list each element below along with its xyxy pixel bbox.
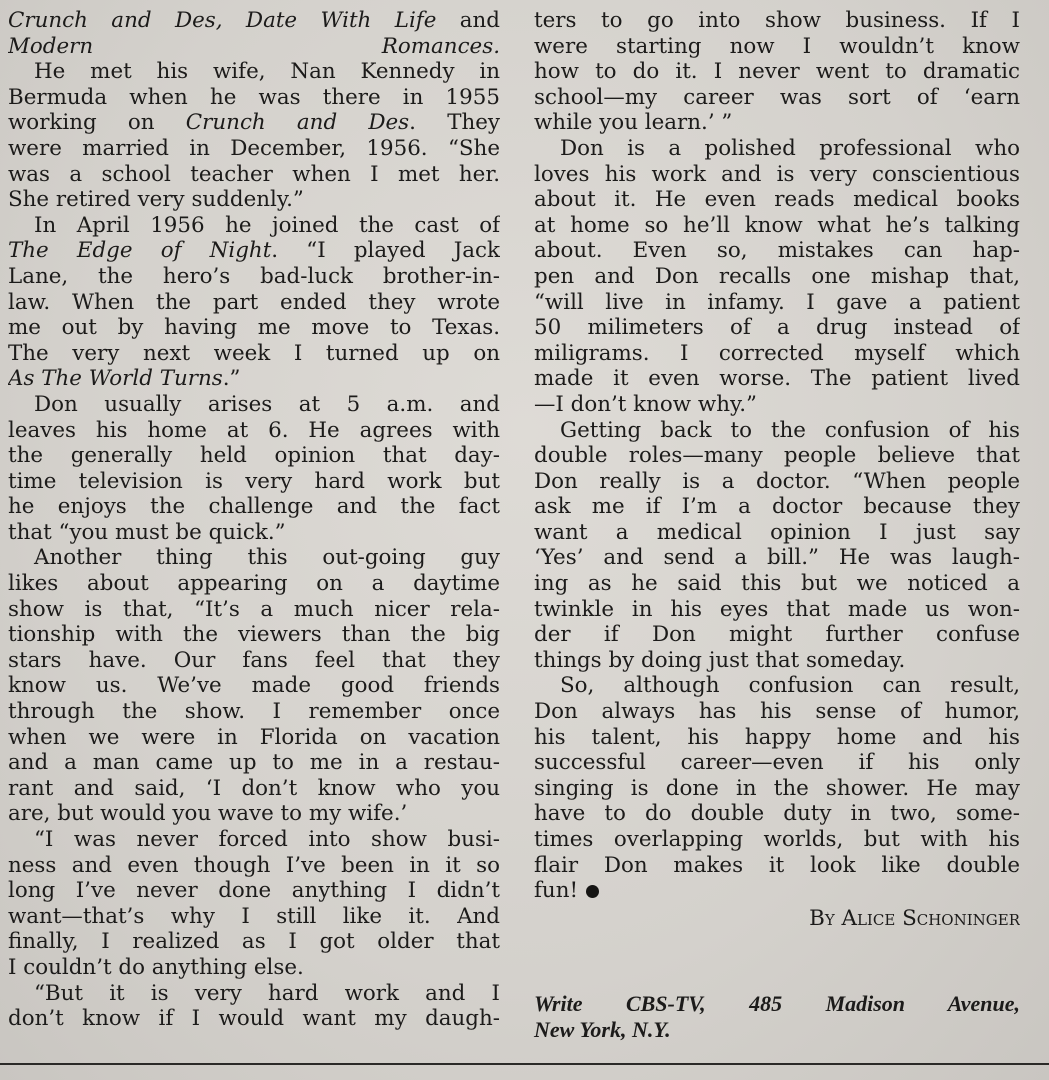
- left-line: rant and said, ‘I don’t know who you: [8, 775, 500, 801]
- left-line: was a school teacher when I met her.: [8, 161, 500, 187]
- right-line: how to do it. I never went to dramatic: [534, 59, 1020, 85]
- author-byline: By Alice Schoninger: [809, 905, 1020, 931]
- right-line: singing is done in the shower. He may: [534, 775, 1020, 801]
- left-line: working on Crunch and Des. They: [8, 110, 500, 136]
- left-line: show is that, “It’s a much nicer rela-: [8, 596, 500, 622]
- right-line: 50 milimeters of a drug instead of: [534, 315, 1020, 341]
- right-line: Getting back to the confusion of his: [560, 417, 1020, 443]
- left-line: He met his wife, Nan Kennedy in: [34, 59, 500, 85]
- right-line: der if Don might further confuse: [534, 622, 1020, 648]
- right-line: flair Don makes it look like double: [534, 852, 1020, 878]
- contact-address-line-1: Write CBS-TV, 485 Madison Avenue,: [534, 991, 1020, 1017]
- left-line: and a man came up to me in a restau-: [8, 750, 500, 776]
- right-line: while you learn.’ ”: [534, 110, 733, 136]
- right-line: Don really is a doctor. “When people: [534, 468, 1020, 494]
- left-line: that “you must be quick.”: [8, 519, 286, 545]
- right-line: made it even worse. The patient lived: [534, 366, 1020, 392]
- left-line: The Edge of Night. “I played Jack: [8, 238, 500, 264]
- left-column: [8, 8, 500, 1032]
- right-line: things by doing just that someday.: [534, 647, 906, 673]
- right-line: about. Even so, mistakes can hap-: [534, 238, 1020, 264]
- left-line: As The World Turns.”: [8, 366, 241, 392]
- title-italic: As The World Turns: [8, 366, 223, 392]
- left-line: leaves his home at 6. He agrees with: [8, 417, 500, 443]
- left-line: Modern Romances.: [8, 33, 500, 59]
- right-line: his talent, his happy home and his: [534, 724, 1020, 750]
- left-line: were married in December, 1956. “She: [8, 135, 500, 161]
- right-line: school—my career was sort of ‘earn: [534, 84, 1020, 110]
- right-line: twinkle in his eyes that made us won-: [534, 596, 1020, 622]
- contact-address-line-2: New York, N.Y.: [534, 1017, 671, 1043]
- left-line: me out by having me move to Texas.: [8, 315, 500, 341]
- right-line: successful career—even if his only: [534, 750, 1020, 776]
- left-line: “But it is very hard work and I: [34, 980, 500, 1006]
- right-line: about it. He even reads medical books: [534, 187, 1020, 213]
- right-line: at home so he’ll know what he’s talking: [534, 212, 1020, 238]
- left-line: In April 1956 he joined the cast of: [34, 212, 500, 238]
- left-line: Bermuda when he was there in 1955: [8, 84, 500, 110]
- left-line: The very next week I turned up on: [8, 340, 500, 366]
- left-line: are, but would you wave to my wife.’: [8, 801, 408, 827]
- left-line: don’t know if I would want my daugh-: [8, 1006, 500, 1032]
- right-line: miligrams. I corrected myself which: [534, 340, 1020, 366]
- left-line: he enjoys the challenge and the fact: [8, 494, 500, 520]
- title-italic: Crunch and Des: [185, 110, 410, 136]
- right-line: “will live in infamy. I gave a patient: [534, 289, 1020, 315]
- right-line: pen and Don recalls one mishap that,: [534, 263, 1020, 289]
- right-line: Don is a polished professional who: [560, 135, 1020, 161]
- right-line: have to do double duty in two, some-: [534, 801, 1020, 827]
- left-line: Don usually arises at 5 a.m. and: [34, 391, 500, 417]
- right-line: ask me if I’m a doctor because they: [534, 494, 1020, 520]
- left-line: She retired very suddenly.”: [8, 187, 304, 213]
- left-line: through the show. I remember once: [8, 699, 500, 725]
- end-bullet-icon: [586, 885, 599, 898]
- left-line: tionship with the viewers than the big: [8, 622, 500, 648]
- right-line: So, although confusion can result,: [560, 673, 1020, 699]
- left-line: Crunch and Des, Date With Life and: [8, 8, 500, 33]
- right-line: were starting now I wouldn’t know: [534, 33, 1020, 59]
- title-italic: Crunch and Des, Date With Life: [8, 8, 437, 33]
- left-line: the generally held opinion that day-: [8, 443, 500, 469]
- right-line: ters to go into show business. If I: [534, 8, 1020, 33]
- right-column: [534, 8, 1020, 1043]
- left-line: stars have. Our fans feel that they: [8, 647, 500, 673]
- left-line: law. When the part ended they wrote: [8, 289, 500, 315]
- left-line: ness and even though I’ve been in it so: [8, 852, 500, 878]
- left-line: Lane, the hero’s bad-luck brother-in-: [8, 263, 500, 289]
- left-line: know us. We’ve made good friends: [8, 673, 500, 699]
- right-line: double roles—many people believe that: [534, 443, 1020, 469]
- right-line: want a medical opinion I just say: [534, 519, 1020, 545]
- right-line: ing as he said this but we noticed a: [534, 571, 1020, 597]
- right-line: Don always has his sense of humor,: [534, 699, 1020, 725]
- title-italic: The Edge of Night: [8, 238, 272, 264]
- left-line: time television is very hard work but: [8, 468, 500, 494]
- right-line: —I don’t know why.”: [534, 391, 757, 417]
- left-line: “I was never forced into show busi-: [34, 827, 500, 852]
- right-line: ‘Yes’ and send a bill.” He was laugh-: [534, 545, 1020, 571]
- left-line: long I’ve never done anything I didn’t: [8, 878, 500, 904]
- left-line: want—that’s why I still like it. And: [8, 903, 500, 929]
- right-line: times overlapping worlds, but with his: [534, 827, 1020, 852]
- left-line: likes about appearing on a daytime: [8, 571, 500, 597]
- right-line: loves his work and is very conscientious: [534, 161, 1020, 187]
- bottom-rule: [0, 1063, 1049, 1065]
- left-line: I couldn’t do anything else.: [8, 954, 304, 980]
- right-line: fun!: [534, 878, 1020, 904]
- left-line: when we were in Florida on vacation: [8, 724, 500, 750]
- left-line: finally, I realized as I got older that: [8, 929, 500, 955]
- left-line: Another thing this out-going guy: [34, 545, 500, 571]
